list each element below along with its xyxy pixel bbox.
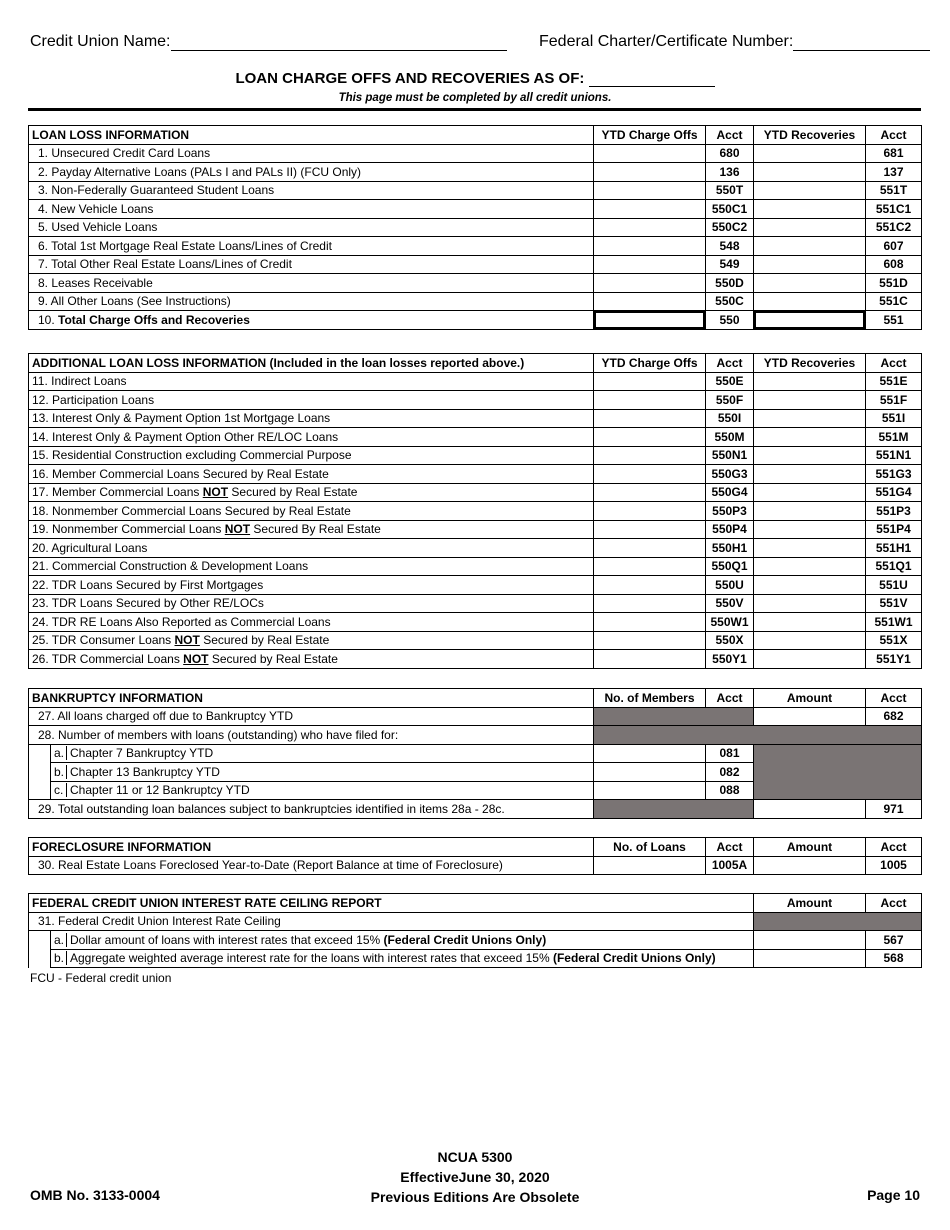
- table-row: [29, 372, 922, 391]
- col-header: Acct: [866, 354, 922, 373]
- charge-offs-input[interactable]: [594, 502, 706, 521]
- shaded-cell: [754, 744, 922, 800]
- row-label: 12. Participation Loans: [29, 391, 594, 410]
- row-label: 15. Residential Construction excluding Commercial Purpose: [29, 446, 594, 465]
- foreclosure-table: [28, 837, 922, 875]
- col-header: Acct: [866, 838, 922, 857]
- recoveries-input[interactable]: [754, 200, 866, 219]
- recoveries-input[interactable]: [754, 218, 866, 237]
- acct-code: 682: [866, 707, 922, 726]
- amount-input[interactable]: [754, 949, 866, 968]
- acct-code: 680: [706, 144, 754, 163]
- acct-code: 551G4: [866, 483, 922, 502]
- row-label: 5. Used Vehicle Loans: [29, 218, 594, 237]
- charge-offs-input[interactable]: [594, 520, 706, 539]
- acct-code: 550F: [706, 391, 754, 410]
- row-label: 26. TDR Commercial Loans NOT Secured by Real Estate: [29, 650, 594, 669]
- table-row: [29, 613, 922, 632]
- amount-input[interactable]: [754, 931, 866, 950]
- charge-offs-input[interactable]: [594, 650, 706, 669]
- charge-offs-input[interactable]: [594, 181, 706, 200]
- col-header: Acct: [866, 689, 922, 708]
- table-row: [29, 502, 922, 521]
- acct-code: 550: [706, 311, 754, 330]
- table-row: [29, 576, 922, 595]
- acct-code: 551W1: [866, 613, 922, 632]
- acct-code: 550U: [706, 576, 754, 595]
- acct-code: 550T: [706, 181, 754, 200]
- row-label: 4. New Vehicle Loans: [29, 200, 594, 219]
- col-header: Acct: [706, 689, 754, 708]
- table-row: [29, 163, 922, 182]
- charge-offs-input[interactable]: [594, 409, 706, 428]
- table-row: [29, 409, 922, 428]
- acct-code: 548: [706, 237, 754, 256]
- acct-code: 550P4: [706, 520, 754, 539]
- row-label: 14. Interest Only & Payment Option Other RE/LOC Loans: [29, 428, 594, 447]
- row-label: 31. Federal Credit Union Interest Rate Ceiling: [29, 912, 754, 931]
- table-row: [29, 237, 922, 256]
- row-label: 2. Payday Alternative Loans (PALs I and PALs II) (FCU Only): [29, 163, 594, 182]
- recoveries-input[interactable]: [754, 372, 866, 391]
- recoveries-input[interactable]: [754, 631, 866, 650]
- table-row: [29, 912, 922, 931]
- page-title: LOAN CHARGE OFFS AND RECOVERIES AS OF:: [0, 70, 950, 87]
- col-header: YTD Charge Offs: [594, 126, 706, 145]
- row-label: 20. Agricultural Loans: [29, 539, 594, 558]
- acct-code: 567: [866, 931, 922, 950]
- amount-input[interactable]: [754, 800, 866, 819]
- table-row: [29, 800, 922, 819]
- acct-code: 551C1: [866, 200, 922, 219]
- acct-code: 081: [706, 744, 754, 763]
- acct-code: 550E: [706, 372, 754, 391]
- charge-offs-input[interactable]: [594, 144, 706, 163]
- acct-code: 551P4: [866, 520, 922, 539]
- acct-code: 551H1: [866, 539, 922, 558]
- effective-date: EffectiveJune 30, 2020: [400, 1169, 550, 1185]
- acct-code: 550C1: [706, 200, 754, 219]
- section-heading: ADDITIONAL LOAN LOSS INFORMATION (Included in the loan losses reported above.): [29, 354, 594, 373]
- col-header: Acct: [866, 126, 922, 145]
- rate-ceiling-table: [28, 893, 922, 968]
- acct-code: 1005: [866, 856, 922, 875]
- table-row: [29, 200, 922, 219]
- charge-offs-input[interactable]: [594, 576, 706, 595]
- acct-code: 681: [866, 144, 922, 163]
- acct-code: 551C2: [866, 218, 922, 237]
- acct-code: 550G4: [706, 483, 754, 502]
- col-header: Acct: [706, 126, 754, 145]
- row-label: 29. Total outstanding loan balances subject to bankruptcies identified in items 28a - 28c.: [29, 800, 594, 819]
- table-header-row: [29, 838, 922, 857]
- row-label: 27. All loans charged off due to Bankruptcy YTD: [29, 707, 594, 726]
- recoveries-input[interactable]: [754, 557, 866, 576]
- acct-code: 550C: [706, 292, 754, 311]
- row-label: a. Chapter 7 Bankruptcy YTD: [51, 744, 594, 763]
- table-header-row: [29, 126, 922, 145]
- omb-number: OMB No. 3133-0004: [30, 1187, 160, 1203]
- amount-input[interactable]: [754, 707, 866, 726]
- col-header: No. of Loans: [594, 838, 706, 857]
- table-row: [29, 218, 922, 237]
- charter-number-blank[interactable]: [793, 50, 930, 51]
- charge-offs-input[interactable]: [594, 200, 706, 219]
- shaded-cell: [754, 912, 922, 931]
- charge-offs-total[interactable]: [594, 311, 706, 330]
- recoveries-input[interactable]: [754, 465, 866, 484]
- row-label: 3. Non-Federally Guaranteed Student Loans: [29, 181, 594, 200]
- table-row: [29, 391, 922, 410]
- acct-code: 551C: [866, 292, 922, 311]
- table-header-row: [29, 689, 922, 708]
- recoveries-input[interactable]: [754, 292, 866, 311]
- acct-code: 549: [706, 255, 754, 274]
- recoveries-input[interactable]: [754, 163, 866, 182]
- page-subtitle: This page must be completed by all credit unions.: [338, 92, 612, 104]
- table-row: [29, 744, 922, 763]
- acct-code: 550M: [706, 428, 754, 447]
- row-label: 13. Interest Only & Payment Option 1st Mortgage Loans: [29, 409, 594, 428]
- table-row: [29, 856, 922, 875]
- row-label: 10. Total Charge Offs and Recoveries: [29, 311, 594, 330]
- acct-code: 082: [706, 763, 754, 782]
- acct-code: 568: [866, 949, 922, 968]
- table-row: [29, 707, 922, 726]
- recoveries-input[interactable]: [754, 391, 866, 410]
- row-label: 17. Member Commercial Loans NOT Secured by Real Estate: [29, 483, 594, 502]
- members-input[interactable]: [594, 763, 706, 782]
- row-label: 8. Leases Receivable: [29, 274, 594, 293]
- charge-offs-input[interactable]: [594, 218, 706, 237]
- obsolete-note: Previous Editions Are Obsolete: [370, 1189, 580, 1205]
- table-row: [29, 428, 922, 447]
- table-header-row: [29, 354, 922, 373]
- charge-offs-input[interactable]: [594, 292, 706, 311]
- acct-code: 608: [866, 255, 922, 274]
- row-label: b. Chapter 13 Bankruptcy YTD: [51, 763, 594, 782]
- acct-code: 550N1: [706, 446, 754, 465]
- form-name: NCUA 5300: [437, 1149, 513, 1165]
- acct-code: 551V: [866, 594, 922, 613]
- acct-code: 551D: [866, 274, 922, 293]
- credit-union-name-blank[interactable]: [171, 50, 507, 51]
- row-label: 19. Nonmember Commercial Loans NOT Secured By Real Estate: [29, 520, 594, 539]
- acct-code: 551T: [866, 181, 922, 200]
- recoveries-total[interactable]: [754, 311, 866, 330]
- table-row: [29, 631, 922, 650]
- acct-code: 550C2: [706, 218, 754, 237]
- acct-code: 136: [706, 163, 754, 182]
- row-label: b. Aggregate weighted average interest rate for the loans with interest rates that exceed 15% (Federal Credit Unions Only): [51, 949, 754, 968]
- recoveries-input[interactable]: [754, 428, 866, 447]
- acct-code: 551N1: [866, 446, 922, 465]
- acct-code: 551I: [866, 409, 922, 428]
- recoveries-input[interactable]: [754, 483, 866, 502]
- charge-offs-input[interactable]: [594, 446, 706, 465]
- header-rule: [28, 108, 921, 111]
- charge-offs-input[interactable]: [594, 428, 706, 447]
- credit-union-name-field[interactable]: [30, 33, 507, 51]
- table-row: [29, 539, 922, 558]
- acct-code: 607: [866, 237, 922, 256]
- col-header: YTD Recoveries: [754, 126, 866, 145]
- acct-code: 551F: [866, 391, 922, 410]
- recoveries-input[interactable]: [754, 446, 866, 465]
- acct-code: 550H1: [706, 539, 754, 558]
- additional-loan-loss-table: [28, 353, 922, 669]
- recoveries-input[interactable]: [754, 237, 866, 256]
- recoveries-input[interactable]: [754, 409, 866, 428]
- acct-code: 550V: [706, 594, 754, 613]
- col-header: Amount: [754, 894, 866, 913]
- acct-code: 550Y1: [706, 650, 754, 669]
- col-header: YTD Recoveries: [754, 354, 866, 373]
- acct-code: 551X: [866, 631, 922, 650]
- form-footer: [0, 1147, 950, 1207]
- recoveries-input[interactable]: [754, 144, 866, 163]
- shaded-cell: [594, 800, 754, 819]
- table-header-row: [29, 894, 922, 913]
- row-label: 28. Number of members with loans (outstanding) who have filed for:: [29, 726, 594, 745]
- table-row: [29, 181, 922, 200]
- acct-code: 551Q1: [866, 557, 922, 576]
- acct-code: 550X: [706, 631, 754, 650]
- recoveries-input[interactable]: [754, 274, 866, 293]
- recoveries-input[interactable]: [754, 255, 866, 274]
- members-input[interactable]: [594, 781, 706, 800]
- row-label: a. Dollar amount of loans with interest rates that exceed 15% (Federal Credit Unions Only): [51, 931, 754, 950]
- recoveries-input[interactable]: [754, 502, 866, 521]
- col-header: Amount: [754, 689, 866, 708]
- acct-code: 551Y1: [866, 650, 922, 669]
- shaded-cell: [594, 707, 754, 726]
- col-header: Acct: [706, 354, 754, 373]
- col-header: Acct: [706, 838, 754, 857]
- acct-code: 550Q1: [706, 557, 754, 576]
- recoveries-input[interactable]: [754, 539, 866, 558]
- loan-loss-table: [28, 125, 922, 330]
- acct-code: 971: [866, 800, 922, 819]
- table-row: [29, 594, 922, 613]
- as-of-date-blank[interactable]: [589, 72, 715, 87]
- page-number: Page 10: [867, 1187, 920, 1203]
- recoveries-input[interactable]: [754, 594, 866, 613]
- recoveries-input[interactable]: [754, 650, 866, 669]
- fcu-footnote: FCU - Federal credit union: [30, 971, 172, 985]
- loans-input[interactable]: [594, 856, 706, 875]
- acct-code: 551U: [866, 576, 922, 595]
- section-heading: LOAN LOSS INFORMATION: [29, 126, 594, 145]
- table-row: [29, 931, 922, 950]
- row-label: 21. Commercial Construction & Development Loans: [29, 557, 594, 576]
- charge-offs-input[interactable]: [594, 557, 706, 576]
- charge-offs-input[interactable]: [594, 631, 706, 650]
- row-label: 9. All Other Loans (See Instructions): [29, 292, 594, 311]
- table-row: [29, 311, 922, 330]
- col-header: YTD Charge Offs: [594, 354, 706, 373]
- section-heading: BANKRUPTCY INFORMATION: [29, 689, 594, 708]
- charge-offs-input[interactable]: [594, 539, 706, 558]
- row-label: 23. TDR Loans Secured by Other RE/LOCs: [29, 594, 594, 613]
- table-row: [29, 483, 922, 502]
- table-row: [29, 274, 922, 293]
- row-label: 11. Indirect Loans: [29, 372, 594, 391]
- bankruptcy-table: [28, 688, 922, 819]
- acct-code: 137: [866, 163, 922, 182]
- charge-offs-input[interactable]: [594, 613, 706, 632]
- col-header: Amount: [754, 838, 866, 857]
- section-heading: FEDERAL CREDIT UNION INTEREST RATE CEILING REPORT: [29, 894, 754, 913]
- table-row: [29, 557, 922, 576]
- row-label: 22. TDR Loans Secured by First Mortgages: [29, 576, 594, 595]
- recoveries-input[interactable]: [754, 520, 866, 539]
- shaded-cell: [594, 726, 922, 745]
- recoveries-input[interactable]: [754, 181, 866, 200]
- acct-code: 551G3: [866, 465, 922, 484]
- acct-code: 551: [866, 311, 922, 330]
- acct-code: 550W1: [706, 613, 754, 632]
- charge-offs-input[interactable]: [594, 372, 706, 391]
- acct-code: 550G3: [706, 465, 754, 484]
- amount-input[interactable]: [754, 856, 866, 875]
- charge-offs-input[interactable]: [594, 391, 706, 410]
- col-header: Acct: [866, 894, 922, 913]
- charge-offs-input[interactable]: [594, 594, 706, 613]
- recoveries-input[interactable]: [754, 576, 866, 595]
- table-row: [29, 292, 922, 311]
- acct-code: 550I: [706, 409, 754, 428]
- table-row: [29, 446, 922, 465]
- acct-code: 551P3: [866, 502, 922, 521]
- row-label: 7. Total Other Real Estate Loans/Lines of Credit: [29, 255, 594, 274]
- row-label: c. Chapter 11 or 12 Bankruptcy YTD: [51, 781, 594, 800]
- members-input[interactable]: [594, 744, 706, 763]
- row-label: 24. TDR RE Loans Also Reported as Commercial Loans: [29, 613, 594, 632]
- table-row: [29, 650, 922, 669]
- acct-code: 550D: [706, 274, 754, 293]
- acct-code: 551E: [866, 372, 922, 391]
- table-row: [29, 465, 922, 484]
- charge-offs-input[interactable]: [594, 237, 706, 256]
- table-row: [29, 144, 922, 163]
- acct-code: 1005A: [706, 856, 754, 875]
- acct-code: 551M: [866, 428, 922, 447]
- row-label: 30. Real Estate Loans Foreclosed Year-to-Date (Report Balance at time of Foreclosure): [29, 856, 594, 875]
- charter-number-label: Federal Charter/Certificate Number:: [539, 33, 794, 50]
- row-label: 18. Nonmember Commercial Loans Secured by Real Estate: [29, 502, 594, 521]
- row-label: 25. TDR Consumer Loans NOT Secured by Real Estate: [29, 631, 594, 650]
- recoveries-input[interactable]: [754, 613, 866, 632]
- section-heading: FORECLOSURE INFORMATION: [29, 838, 594, 857]
- charter-number-field[interactable]: [539, 33, 930, 51]
- charge-offs-input[interactable]: [594, 274, 706, 293]
- acct-code: 088: [706, 781, 754, 800]
- acct-code: 550P3: [706, 502, 754, 521]
- charge-offs-input[interactable]: [594, 483, 706, 502]
- table-row: [29, 949, 922, 968]
- col-header: No. of Members: [594, 689, 706, 708]
- row-label: 1. Unsecured Credit Card Loans: [29, 144, 594, 163]
- table-row: [29, 255, 922, 274]
- credit-union-name-label: Credit Union Name:: [30, 33, 171, 50]
- table-row: [29, 726, 922, 745]
- charge-offs-input[interactable]: [594, 465, 706, 484]
- row-label: 6. Total 1st Mortgage Real Estate Loans/Lines of Credit: [29, 237, 594, 256]
- row-label: 16. Member Commercial Loans Secured by Real Estate: [29, 465, 594, 484]
- charge-offs-input[interactable]: [594, 163, 706, 182]
- charge-offs-input[interactable]: [594, 255, 706, 274]
- table-row: [29, 520, 922, 539]
